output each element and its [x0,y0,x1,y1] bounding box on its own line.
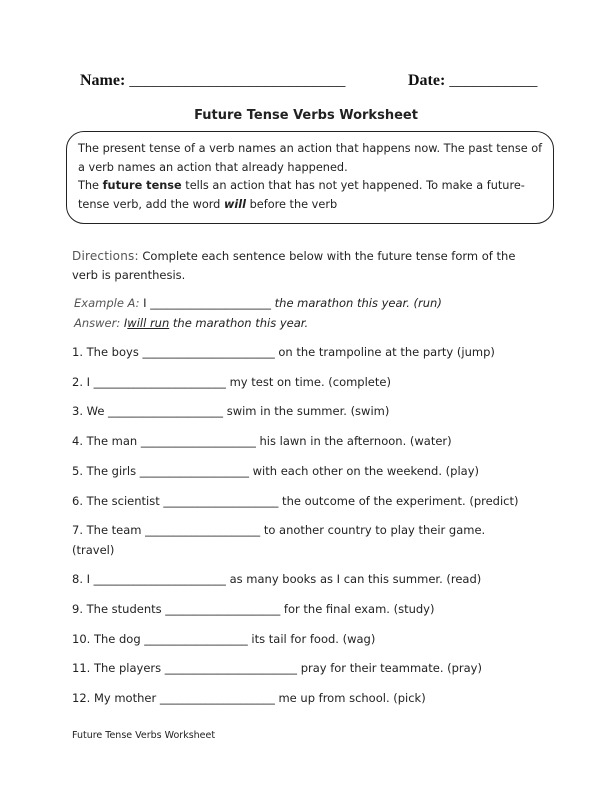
directions-label: Directions: [72,249,139,263]
example-label: Example A: [74,296,140,310]
directions-text: Complete each sentence below with the future tense form of the verb is parenthesis. [72,249,516,282]
directions [72,247,542,285]
question-10[interactable]: 10. The dog __________________ its tail for food. (wag) [72,632,376,646]
answer-line: Answer: Iwill run the marathon this year. [74,316,309,330]
question-5[interactable]: 5. The girls ___________________ with each other on the weekend. (play) [72,464,479,478]
question-12[interactable]: 12. My mother ____________________ me up from school. (pick) [72,691,426,705]
intro-text: The present tense of a verb names an action that happens now. The past tense of a verb names an action that already happened. The future tense tells an action that has not yet happened. To make a future- tense verb, add the word will before the verb [78,142,543,211]
question-11[interactable]: 11. The players _______________________ pray for their teammate. (pray) [72,661,482,675]
question-1[interactable]: 1. The boys _______________________ on the trampoline at the party (jump) [72,345,495,359]
question-6[interactable]: 6. The scientist ____________________ the outcome of the experiment. (predict) [72,494,519,508]
name-label: Name: ___________________________ [80,72,346,89]
question-2[interactable]: 2. I _______________________ my test on time. (complete) [72,375,391,389]
footer-text: Future Tense Verbs Worksheet [72,730,216,741]
example-blank: _____________________ [150,296,271,310]
question-4[interactable]: 4. The man ____________________ his lawn in the afternoon. (water) [72,434,452,448]
date-blank[interactable]: ___________ [449,72,538,89]
name-blank[interactable]: ___________________________ [129,72,346,89]
question-9[interactable]: 9. The students ____________________ for the final exam. (study) [72,602,435,616]
date-label: Date: ___________ [408,72,538,89]
answer-label: Answer: [74,316,121,330]
worksheet-title: Future Tense Verbs Worksheet [194,108,418,123]
question-3[interactable]: 3. We ____________________ swim in the summer. (swim) [72,404,390,418]
example-line: Example A: I _____________________ the marathon this year. (run) [74,296,442,310]
answer-underlined: will run [127,316,170,330]
question-7-cont: (travel) [72,543,115,557]
question-8[interactable]: 8. I _______________________ as many books as I can this summer. (read) [72,572,482,586]
question-7[interactable]: 7. The team ____________________ to another country to play their game. [72,523,486,537]
